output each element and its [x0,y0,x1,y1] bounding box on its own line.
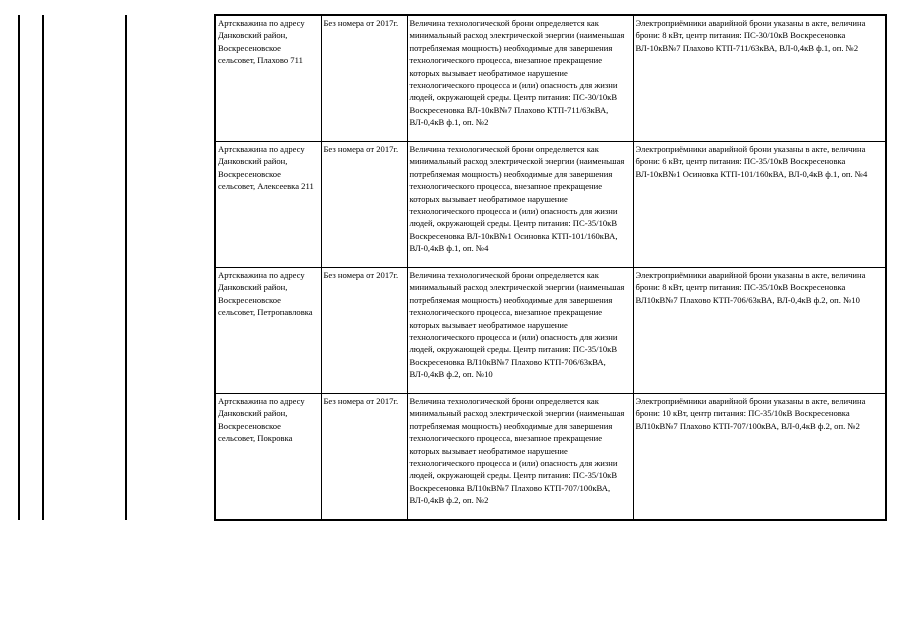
description-cell: Величина технологической брони определяется как минимальный расход электрической энергии (наименьшая потребляемая мощность) необходимые для завершения технологического процесса, внезапное прекращение которых вызывает необратимое нарушение технологического процесса и (или) опасность для жизни людей, окружающей среды. Центр питания: ПС-35/10кВ Воскресеновка ВЛ-10кВ№1 Осиновка КТП-101/160кВА, ВЛ-0,4кВ ф.1, оп. №4 [407,142,633,268]
object-cell: Артскважина по адресу Данковский район, Воскресеновское сельсовет, Алексеевка 211 [215,142,321,268]
number-cell: Без номера от 2017г. [321,15,407,142]
emergency-cell: Электроприёмники аварийной брони указаны в акте, величина брони: 10 кВт, центр питания: ПС-35/10кВ Воскресеновка ВЛ10кВ№7 Плахово КТП-707/100кВА, ВЛ-0,4кВ ф.2, оп. №2 [633,394,886,521]
table-row [215,268,886,394]
left-border-line-1 [18,15,20,520]
emergency-cell: Электроприёмники аварийной брони указаны в акте, величина брони: 8 кВт, центр питания: ПС-35/10кВ Воскресеновка ВЛ10кВ№7 Плахово КТП-706/63кВА, ВЛ-0,4кВ ф.2, оп. №10 [633,268,886,394]
reserve-table [214,14,887,521]
table-row [215,142,886,268]
number-cell: Без номера от 2017г. [321,142,407,268]
emergency-cell: Электроприёмники аварийной брони указаны в акте, величина брони: 8 кВт, центр питания: ПС-30/10кВ Воскресеновка ВЛ-10кВ№7 Плахово КТП-711/63кВА, ВЛ-0,4кВ ф.1, оп. №2 [633,15,886,142]
emergency-cell: Электроприёмники аварийной брони указаны в акте, величина брони: 6 кВт, центр питания: ПС-35/10кВ Воскресеновка ВЛ-10кВ№1 Осиновка КТП-101/160кВА, ВЛ-0,4кВ ф.1, оп. №4 [633,142,886,268]
number-cell: Без номера от 2017г. [321,394,407,521]
table-row [215,394,886,521]
description-cell: Величина технологической брони определяется как минимальный расход электрической энергии (наименьшая потребляемая мощность) необходимые для завершения технологического процесса, внезапное прекращение которых вызывает необратимое нарушение технологического процесса и (или) опасность для жизни людей, окружающей среды. Центр питания: ПС-35/10кВ Воскресеновка ВЛ10кВ№7 Плахово КТП-706/63кВА, ВЛ-0,4кВ ф.2, оп. №10 [407,268,633,394]
object-cell: Артскважина по адресу Данковский район, Воскресеновское сельсовет, Покровка [215,394,321,521]
left-border-line-3 [125,15,127,520]
object-cell: Артскважина по адресу Данковский район, Воскресеновское сельсовет, Петропавловка [215,268,321,394]
object-cell: Артскважина по адресу Данковский район, Воскресеновское сельсовет, Плахово 711 [215,15,321,142]
description-cell: Величина технологической брони определяется как минимальный расход электрической энергии (наименьшая потребляемая мощность) необходимые для завершения технологического процесса, внезапное прекращение которых вызывает необратимое нарушение технологического процесса и (или) опасность для жизни людей, окружающей среды. Центр питания: ПС-30/10кВ Воскресеновка ВЛ-10кВ№7 Плахово КТП-711/63кВА, ВЛ-0,4кВ ф.1, оп. №2 [407,15,633,142]
table-row [215,15,886,142]
left-border-line-2 [42,15,44,520]
number-cell: Без номера от 2017г. [321,268,407,394]
description-cell: Величина технологической брони определяется как минимальный расход электрической энергии (наименьшая потребляемая мощность) необходимые для завершения технологического процесса, внезапное прекращение которых вызывает необратимое нарушение технологического процесса и (или) опасность для жизни людей, окружающей среды. Центр питания: ПС-35/10кВ Воскресеновка ВЛ10кВ№7 Плахово КТП-707/100кВА, ВЛ-0,4кВ ф.2, оп. №2 [407,394,633,521]
